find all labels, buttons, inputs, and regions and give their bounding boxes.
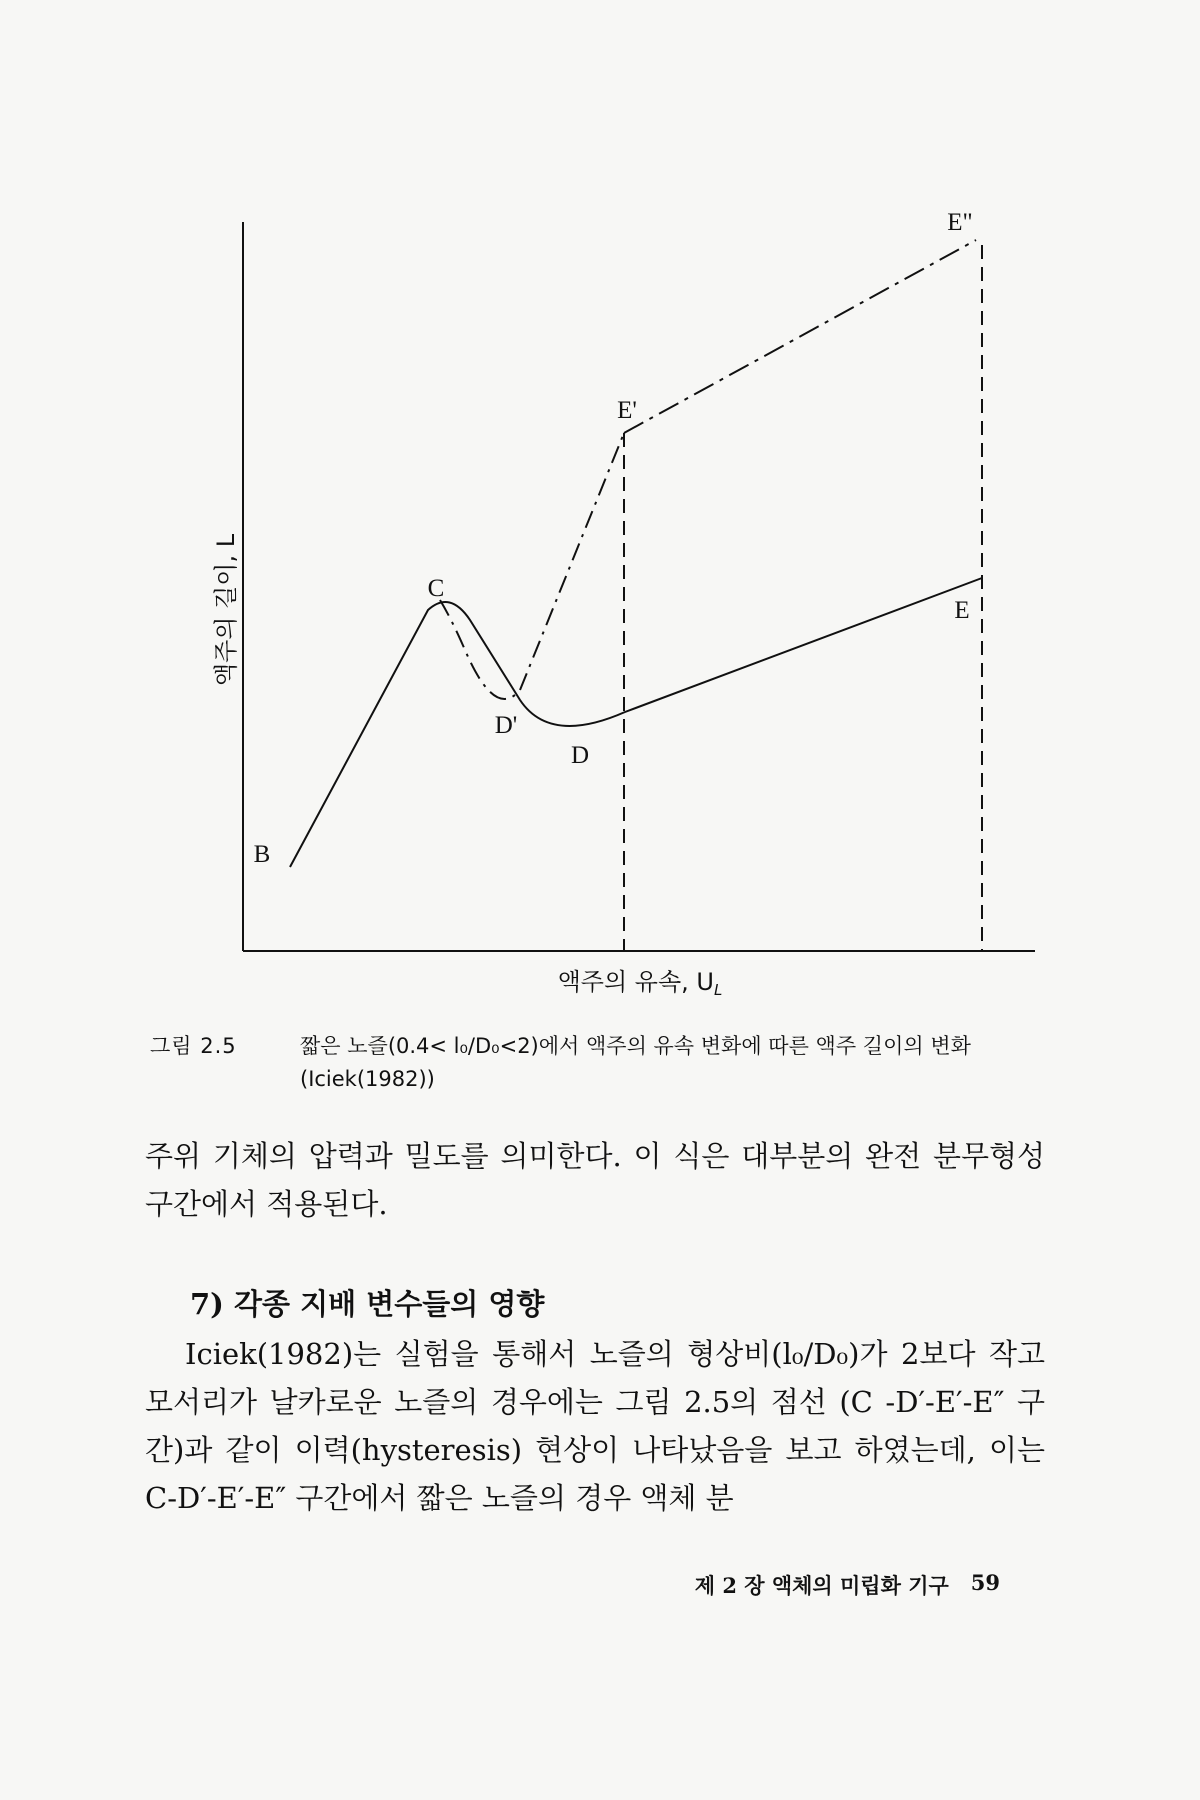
point-label-b: B bbox=[253, 841, 271, 868]
paragraph-1: 주위 기체의 압력과 밀도를 의미한다. 이 식은 대부분의 완전 분무형성 구간에서 적용된다. bbox=[145, 1139, 1045, 1221]
caption-number: 그림 2.5 bbox=[150, 1034, 237, 1058]
page-footer bbox=[695, 1570, 1000, 1600]
paragraph-2: Iciek(1982)는 실험을 통해서 노즐의 형상비(l₀/D₀)가 2보다 작고 모서리가 날카로운 노즐의 경우에는 그림 2.5의 점선 (C -D′-E′-E″ 구간)과 같이 이력(hysteresis) 현상이 나타났음을 보고 하였는데, 이는 C-D′-E′-E″ 구간에서 짧은 노즐의 경우 액체 분 bbox=[145, 1337, 1045, 1515]
section-heading: 7) 각종 지배 변수들의 영향 bbox=[190, 1287, 545, 1321]
point-label-d-prime: D' bbox=[494, 712, 518, 739]
point-label-c: C bbox=[427, 575, 445, 602]
dashed-curve-e-prime-e-double-prime bbox=[624, 240, 976, 433]
footer-chapter: 제 2 장 액체의 미립화 기구 bbox=[694, 1573, 949, 1598]
point-label-e: E bbox=[954, 597, 970, 624]
point-label-e-prime: E' bbox=[617, 397, 637, 424]
figure-caption bbox=[150, 1030, 1050, 1096]
page-number: 59 bbox=[970, 1570, 1000, 1595]
caption-text: 짧은 노즐(0.4< l₀/D₀<2)에서 액주의 유속 변화에 따른 액주 길이의 변화(Iciek(1982)) bbox=[300, 1034, 971, 1091]
solid-curve bbox=[290, 578, 982, 867]
x-axis-label bbox=[558, 968, 723, 999]
x-axis-label-main: 액주의 유속, U bbox=[557, 968, 715, 996]
dashed-curve-c-e-prime bbox=[440, 433, 624, 699]
point-label-d: D bbox=[570, 742, 590, 769]
y-axis-label: 액주의 길이, L bbox=[212, 533, 240, 687]
point-label-e-double-prime: E" bbox=[947, 209, 973, 236]
x-axis-label-sub: L bbox=[714, 981, 723, 999]
